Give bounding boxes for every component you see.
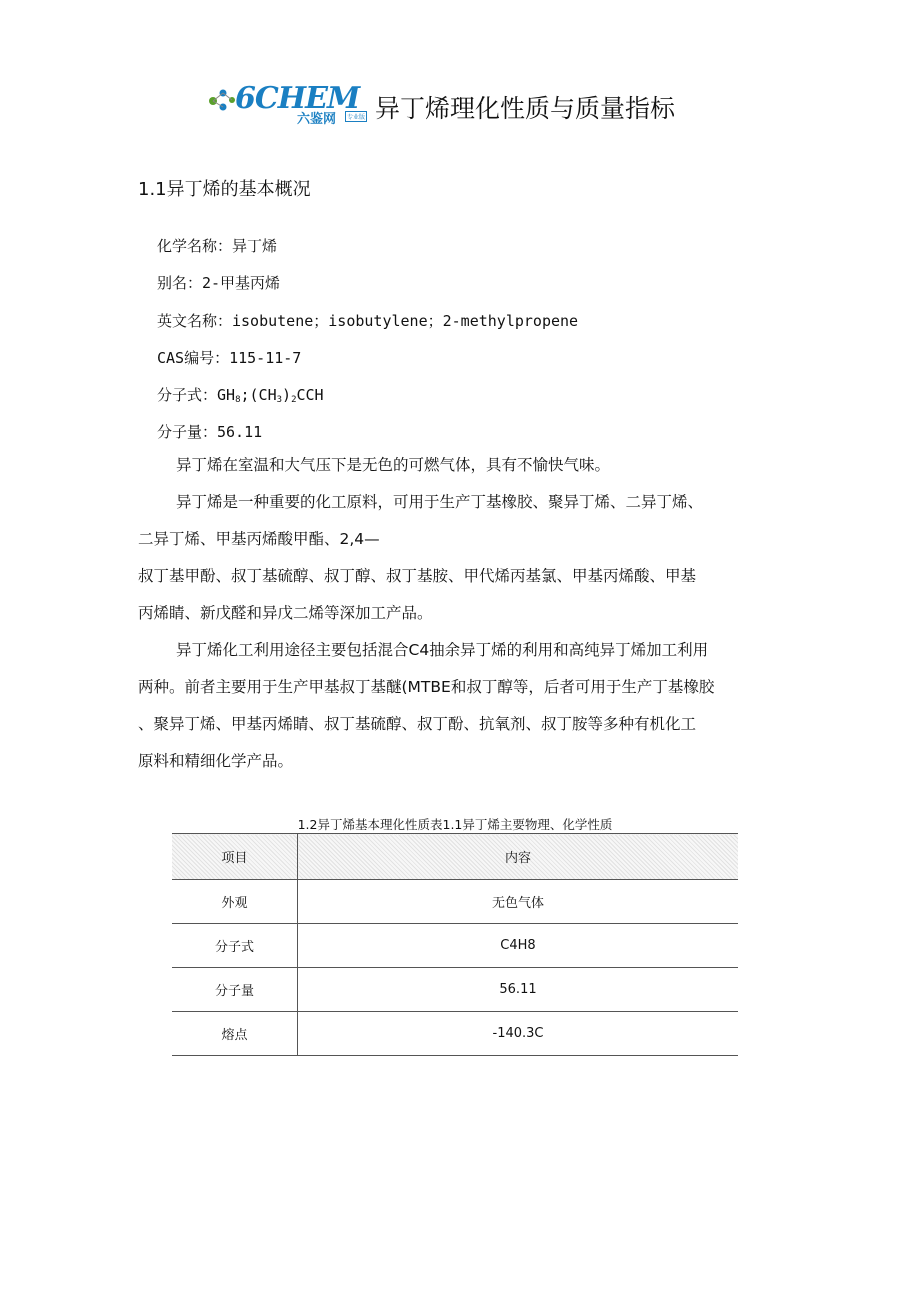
table-cell-content: 无色气体	[298, 880, 739, 924]
table-row	[172, 880, 738, 924]
alias: 别名：2-甲基丙烯	[157, 274, 281, 292]
paragraph-line: 叔丁基甲酚、叔丁基硫醇、叔丁醇、叔丁基胺、甲代烯丙基氯、甲基丙烯酸、甲基	[138, 567, 697, 585]
paragraph-line: 、聚异丁烯、甲基丙烯睛、叔丁基硫醇、叔丁酚、抗氧剂、叔丁胺等多种有机化工	[138, 715, 697, 733]
formula-suffix: CCH	[296, 386, 324, 404]
table-cell-content: C4H8	[298, 924, 739, 968]
table-cell-content: 56.11	[298, 968, 739, 1012]
table-row	[172, 1012, 738, 1056]
paragraph-3	[138, 632, 774, 780]
properties-table	[172, 833, 738, 1056]
formula-subscript: 3	[276, 395, 283, 405]
formula-middle: ;(CH	[240, 386, 277, 404]
table-row	[172, 924, 738, 968]
column-header-content: 内容	[298, 834, 739, 880]
paragraph-line: 异丁烯在室温和大气压下是无色的可燃气体，具有不愉快气味。	[176, 456, 611, 474]
table-header-row	[172, 834, 738, 880]
logo	[205, 77, 373, 127]
molecular-formula	[157, 384, 324, 405]
table-row	[172, 968, 738, 1012]
paragraph-line: 两种。前者主要用于生产甲基叔丁基醚(MTBE和叔丁醇等，后者可用于生产丁基橡胶	[138, 678, 715, 696]
document-title: 异丁烯理化性质与质量指标	[375, 94, 676, 123]
formula-middle: )	[282, 386, 292, 404]
table-cell-item: 分子量	[172, 968, 298, 1012]
paragraph-2	[138, 484, 774, 632]
molecular-weight: 分子量：56.11	[157, 423, 263, 441]
table-cell-content: -140.3C	[298, 1012, 739, 1056]
chemical-name: 化学名称：异丁烯	[157, 237, 278, 255]
logo-subtitle: 六鉴网	[297, 112, 337, 127]
formula-subscript: 2	[291, 395, 297, 405]
paragraph-line: 异丁烯是一种重要的化工原料，可用于生产丁基橡胶、聚异丁烯、二异丁烯、	[176, 493, 704, 511]
english-name: 英文名称：isobutene；isobutylene；2-methylpropene	[157, 312, 579, 330]
table-cell-item: 分子式	[172, 924, 298, 968]
logo-tag: 专业版	[345, 111, 367, 122]
paragraph-line: 异丁烯化工利用途径主要包括混合C4抽余异丁烯的利用和高纯异丁烯加工利用	[176, 641, 709, 659]
paragraph-line: 丙烯睛、新戊醛和异戊二烯等深加工产品。	[138, 604, 433, 622]
paragraph-line: 二异丁烯、甲基丙烯酸甲酯、2,4—	[138, 530, 380, 548]
column-header-item: 项目	[172, 834, 298, 880]
logo-text: 6CHEM	[235, 81, 360, 116]
cas-number: CAS编号：115-11-7	[157, 349, 302, 367]
formula-subscript: 8	[235, 395, 241, 405]
paragraph-line: 原料和精细化学产品。	[138, 752, 294, 770]
section-heading: 1.1异丁烯的基本概况	[138, 179, 311, 200]
table-cell-item: 熔点	[172, 1012, 298, 1056]
paragraph-1	[138, 447, 774, 484]
table-cell-item: 外观	[172, 880, 298, 924]
formula-prefix: 分子式：GH	[157, 386, 236, 404]
table-caption: 1.2异丁烯基本理化性质表1.1异丁烯主要物理、化学性质	[297, 817, 613, 832]
title-row	[205, 72, 675, 132]
